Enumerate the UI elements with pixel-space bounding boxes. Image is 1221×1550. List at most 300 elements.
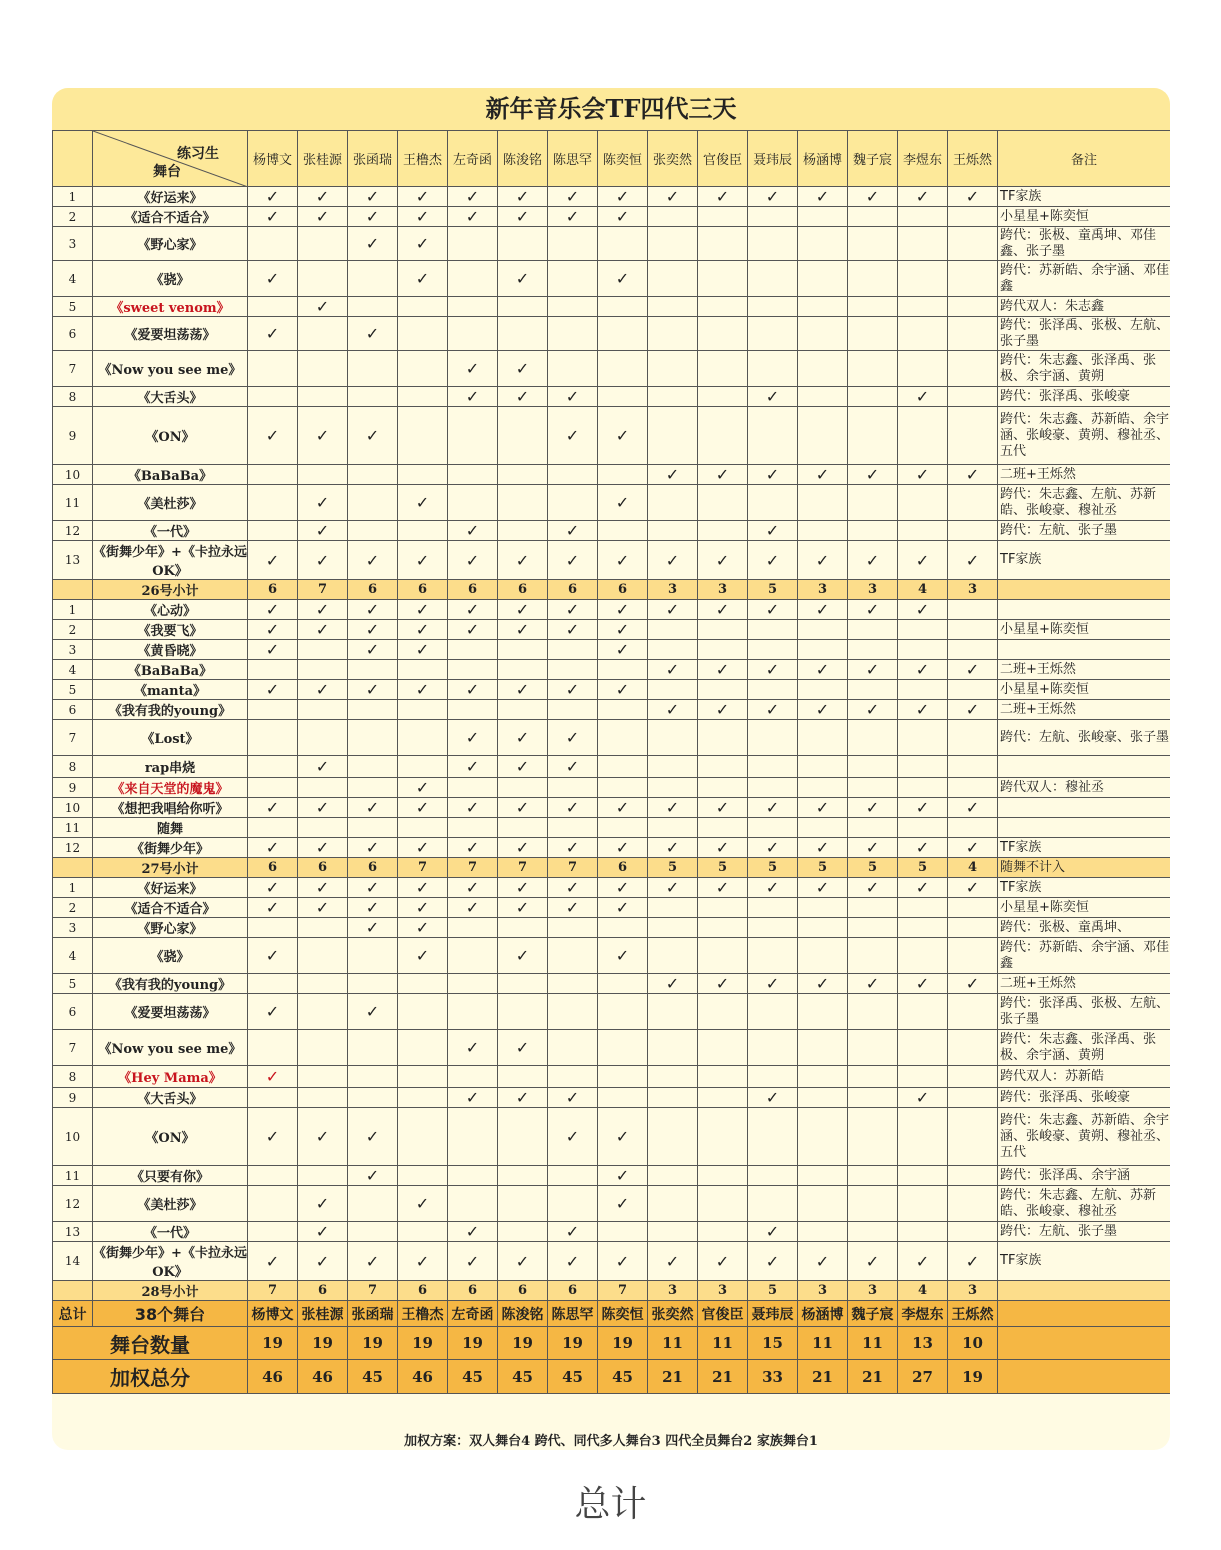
check-cell xyxy=(848,1066,898,1088)
row-number: 12 xyxy=(53,838,93,858)
check-mark-icon: ✓ xyxy=(315,680,330,699)
check-mark-icon: ✓ xyxy=(515,620,530,639)
check-cell xyxy=(698,1108,748,1166)
weighted-score-value: 46 xyxy=(248,1360,298,1394)
check-cell xyxy=(548,878,598,898)
row-number: 14 xyxy=(53,1242,93,1281)
check-mark-icon: ✓ xyxy=(265,798,280,817)
check-cell xyxy=(498,818,548,838)
check-cell xyxy=(648,351,698,387)
check-cell xyxy=(598,465,648,485)
check-cell xyxy=(898,261,948,297)
totals-trainee-name: 官俊臣 xyxy=(698,1301,748,1327)
check-mark-icon: ✓ xyxy=(965,1251,980,1271)
stage-row xyxy=(53,485,1171,521)
check-cell xyxy=(448,778,498,798)
totals-trainee-name: 杨涵博 xyxy=(798,1301,848,1327)
check-cell xyxy=(898,878,948,898)
check-cell xyxy=(898,1030,948,1066)
check-mark-icon: ✓ xyxy=(715,1251,730,1271)
check-cell xyxy=(598,1066,648,1088)
check-cell xyxy=(748,407,798,465)
check-mark-icon: ✓ xyxy=(615,1127,630,1146)
check-cell xyxy=(748,227,798,261)
check-cell xyxy=(248,297,298,317)
check-cell xyxy=(848,700,898,720)
subtotal-value: 6 xyxy=(498,580,548,600)
check-cell xyxy=(948,818,998,838)
check-cell xyxy=(648,297,698,317)
check-cell xyxy=(448,351,498,387)
check-cell xyxy=(348,1186,398,1222)
check-cell xyxy=(698,778,748,798)
check-mark-icon: ✓ xyxy=(515,1088,530,1107)
check-cell xyxy=(898,620,948,640)
weighted-score-label: 加权总分 xyxy=(53,1360,248,1394)
stage-row xyxy=(53,680,1171,700)
check-cell xyxy=(898,1242,948,1281)
check-mark-icon: ✓ xyxy=(365,918,380,937)
stage-name: 《野心家》 xyxy=(93,918,248,938)
stage-note: 跨代：朱志鑫、苏新皓、余宇涵、张峻豪、黄朔、穆祉丞、五代 xyxy=(998,1108,1171,1166)
check-mark-icon: ✓ xyxy=(865,1251,880,1271)
check-mark-icon: ✓ xyxy=(615,680,630,699)
header-diagonal-cell xyxy=(93,131,248,187)
check-mark-icon: ✓ xyxy=(665,700,680,719)
check-cell xyxy=(448,798,498,818)
check-cell xyxy=(598,1222,648,1242)
check-mark-icon: ✓ xyxy=(415,550,430,570)
check-cell xyxy=(398,974,448,994)
check-cell xyxy=(548,1242,598,1281)
check-mark-icon: ✓ xyxy=(915,1251,930,1271)
check-cell xyxy=(648,387,698,407)
trainee-header: 张奕然 xyxy=(648,131,698,187)
check-mark-icon: ✓ xyxy=(315,1194,330,1213)
check-cell xyxy=(448,620,498,640)
check-cell xyxy=(698,1186,748,1222)
check-cell xyxy=(648,700,698,720)
check-mark-icon: ✓ xyxy=(765,600,780,619)
check-cell xyxy=(848,994,898,1030)
row-number: 3 xyxy=(53,918,93,938)
check-cell xyxy=(898,700,948,720)
check-cell xyxy=(798,720,848,756)
check-cell xyxy=(448,1186,498,1222)
check-mark-icon: ✓ xyxy=(915,465,930,484)
check-cell xyxy=(798,756,848,778)
check-cell xyxy=(248,541,298,580)
stage-note: 跨代：张极、童禹坤、 xyxy=(998,918,1171,938)
check-cell xyxy=(748,720,798,756)
stage-name: 《适合不适合》 xyxy=(93,898,248,918)
check-cell xyxy=(248,878,298,898)
check-cell xyxy=(248,1186,298,1222)
check-cell xyxy=(248,994,298,1030)
check-cell xyxy=(848,521,898,541)
check-cell xyxy=(748,1108,798,1166)
check-cell xyxy=(548,407,598,465)
check-cell xyxy=(648,778,698,798)
check-cell xyxy=(698,261,748,297)
totals-label: 总计 xyxy=(53,1301,93,1327)
check-cell xyxy=(348,227,398,261)
check-cell xyxy=(348,261,398,297)
check-cell xyxy=(498,1108,548,1166)
check-mark-icon: ✓ xyxy=(515,1251,530,1271)
check-cell xyxy=(798,1222,848,1242)
check-mark-icon: ✓ xyxy=(415,680,430,699)
check-mark-icon: ✓ xyxy=(415,207,430,226)
check-cell xyxy=(348,838,398,858)
stage-row xyxy=(53,878,1171,898)
check-cell xyxy=(498,485,548,521)
check-cell xyxy=(748,620,798,640)
subtotal-value: 3 xyxy=(948,580,998,600)
check-mark-icon: ✓ xyxy=(665,798,680,817)
check-mark-icon: ✓ xyxy=(415,620,430,639)
check-mark-icon: ✓ xyxy=(365,1002,380,1021)
stage-count-row xyxy=(53,1327,1171,1360)
stage-note: 跨代：左航、张子墨 xyxy=(998,521,1171,541)
check-cell xyxy=(948,1242,998,1281)
check-cell xyxy=(848,1030,898,1066)
check-cell xyxy=(398,227,448,261)
stage-count-value: 19 xyxy=(248,1327,298,1360)
check-cell xyxy=(348,818,398,838)
check-cell xyxy=(648,407,698,465)
check-mark-icon: ✓ xyxy=(265,1002,280,1021)
check-cell xyxy=(898,974,948,994)
check-mark-icon: ✓ xyxy=(665,660,680,679)
check-mark-icon: ✓ xyxy=(365,600,380,619)
check-mark-icon: ✓ xyxy=(615,640,630,659)
check-cell xyxy=(698,1242,748,1281)
check-mark-icon: ✓ xyxy=(765,974,780,993)
check-cell xyxy=(748,1088,798,1108)
check-cell xyxy=(298,756,348,778)
check-mark-icon: ✓ xyxy=(465,1088,480,1107)
check-cell xyxy=(798,918,848,938)
check-cell xyxy=(848,600,898,620)
check-cell xyxy=(598,720,648,756)
check-cell xyxy=(448,756,498,778)
check-mark-icon: ✓ xyxy=(465,521,480,540)
check-cell xyxy=(898,918,948,938)
row-number: 13 xyxy=(53,541,93,580)
check-cell xyxy=(348,898,398,918)
stage-name: 《Lost》 xyxy=(93,720,248,756)
check-cell xyxy=(948,974,998,994)
check-cell xyxy=(398,521,448,541)
check-cell xyxy=(798,227,848,261)
check-cell xyxy=(298,317,348,351)
check-cell xyxy=(898,1186,948,1222)
stage-name: 《美杜莎》 xyxy=(93,1186,248,1222)
stage-count-value: 19 xyxy=(398,1327,448,1360)
check-mark-icon: ✓ xyxy=(715,838,730,857)
check-cell xyxy=(448,994,498,1030)
check-mark-icon: ✓ xyxy=(315,493,330,512)
check-cell xyxy=(748,918,798,938)
check-cell xyxy=(898,778,948,798)
check-cell xyxy=(948,1066,998,1088)
stage-count-value: 13 xyxy=(898,1327,948,1360)
check-cell xyxy=(498,994,548,1030)
stage-name: 《想把我唱给你听》 xyxy=(93,798,248,818)
check-cell xyxy=(498,317,548,351)
check-cell xyxy=(748,778,798,798)
check-cell xyxy=(798,297,848,317)
stage-row xyxy=(53,1108,1171,1166)
check-mark-icon: ✓ xyxy=(615,838,630,857)
check-mark-icon: ✓ xyxy=(615,798,630,817)
subtotal-value: 6 xyxy=(548,580,598,600)
check-mark-icon: ✓ xyxy=(515,387,530,406)
check-cell xyxy=(748,317,798,351)
totals-trainee-name: 张桂源 xyxy=(298,1301,348,1327)
check-cell xyxy=(448,297,498,317)
check-mark-icon: ✓ xyxy=(465,878,480,897)
check-cell xyxy=(448,187,498,207)
check-cell xyxy=(598,680,648,700)
stage-row xyxy=(53,818,1171,838)
check-cell xyxy=(898,898,948,918)
check-mark-icon: ✓ xyxy=(565,1251,580,1271)
row-number: 10 xyxy=(53,465,93,485)
check-mark-icon: ✓ xyxy=(965,465,980,484)
check-cell xyxy=(548,798,598,818)
check-mark-icon: ✓ xyxy=(265,600,280,619)
check-cell xyxy=(248,898,298,918)
subtotal-value: 4 xyxy=(898,1281,948,1301)
check-cell xyxy=(748,1166,798,1186)
check-cell xyxy=(848,387,898,407)
check-cell xyxy=(398,1166,448,1186)
check-cell xyxy=(548,818,598,838)
check-cell xyxy=(348,660,398,680)
check-mark-icon: ✓ xyxy=(965,878,980,897)
check-cell xyxy=(598,407,648,465)
check-cell xyxy=(948,918,998,938)
check-cell xyxy=(898,1222,948,1242)
stage-count-value: 11 xyxy=(848,1327,898,1360)
subtotal-label: 26号小计 xyxy=(93,580,248,600)
check-cell xyxy=(298,818,348,838)
weighted-score-value: 21 xyxy=(698,1360,748,1394)
check-mark-icon: ✓ xyxy=(815,1251,830,1271)
check-cell xyxy=(898,407,948,465)
check-cell xyxy=(548,640,598,660)
check-cell xyxy=(898,187,948,207)
check-cell xyxy=(648,1088,698,1108)
check-mark-icon: ✓ xyxy=(765,465,780,484)
check-mark-icon: ✓ xyxy=(765,1222,780,1241)
stage-note: TF家族 xyxy=(998,187,1171,207)
check-cell xyxy=(948,407,998,465)
check-mark-icon: ✓ xyxy=(365,234,380,253)
check-mark-icon: ✓ xyxy=(315,798,330,817)
stage-name: 《骁》 xyxy=(93,938,248,974)
subtotal-value: 6 xyxy=(598,858,648,878)
stage-row xyxy=(53,756,1171,778)
stage-note: 跨代：张泽禹、张峻豪 xyxy=(998,1088,1171,1108)
check-cell xyxy=(248,640,298,660)
check-cell xyxy=(548,351,598,387)
check-mark-icon: ✓ xyxy=(815,974,830,993)
check-cell xyxy=(348,1088,398,1108)
stage-count-value: 10 xyxy=(948,1327,998,1360)
check-cell xyxy=(648,600,698,620)
trainee-header: 陈思罕 xyxy=(548,131,598,187)
check-cell xyxy=(348,387,398,407)
check-cell xyxy=(698,660,748,680)
row-number: 5 xyxy=(53,297,93,317)
check-cell xyxy=(948,207,998,227)
check-cell xyxy=(448,838,498,858)
check-cell xyxy=(248,261,298,297)
stage-note xyxy=(998,756,1171,778)
check-mark-icon: ✓ xyxy=(415,1251,430,1271)
check-cell xyxy=(598,387,648,407)
check-cell xyxy=(498,387,548,407)
check-cell xyxy=(398,485,448,521)
check-cell xyxy=(348,351,398,387)
check-cell xyxy=(498,1030,548,1066)
check-cell xyxy=(498,227,548,261)
stage-name: 《好运来》 xyxy=(93,187,248,207)
row-number: 8 xyxy=(53,1066,93,1088)
check-cell xyxy=(748,261,798,297)
check-cell xyxy=(548,756,598,778)
check-mark-icon: ✓ xyxy=(365,640,380,659)
check-mark-icon: ✓ xyxy=(815,600,830,619)
check-cell xyxy=(748,700,798,720)
subtotal-value: 3 xyxy=(698,1281,748,1301)
check-cell xyxy=(598,1166,648,1186)
check-cell xyxy=(748,680,798,700)
weighted-score-value: 19 xyxy=(948,1360,998,1394)
check-cell xyxy=(848,660,898,680)
check-cell xyxy=(798,778,848,798)
check-cell xyxy=(598,1242,648,1281)
stage-name: 《我有我的young》 xyxy=(93,700,248,720)
check-cell xyxy=(648,521,698,541)
check-mark-icon: ✓ xyxy=(965,838,980,857)
check-mark-icon: ✓ xyxy=(715,600,730,619)
sheet-title: 新年音乐会TF四代三天 xyxy=(52,88,1170,131)
check-cell xyxy=(398,407,448,465)
check-cell xyxy=(348,485,398,521)
check-cell xyxy=(548,387,598,407)
subtotal-label: 27号小计 xyxy=(93,858,248,878)
check-cell xyxy=(298,1030,348,1066)
check-cell xyxy=(448,1066,498,1088)
check-cell xyxy=(448,1030,498,1066)
check-mark-icon: ✓ xyxy=(865,878,880,897)
check-cell xyxy=(698,541,748,580)
stage-row xyxy=(53,317,1171,351)
check-cell xyxy=(348,541,398,580)
check-cell xyxy=(898,387,948,407)
check-cell xyxy=(848,1242,898,1281)
check-cell xyxy=(798,1186,848,1222)
check-mark-icon: ✓ xyxy=(465,207,480,226)
check-cell xyxy=(948,1030,998,1066)
check-cell xyxy=(498,778,548,798)
check-cell xyxy=(698,407,748,465)
stage-name: 《爱要坦荡荡》 xyxy=(93,994,248,1030)
check-cell xyxy=(848,640,898,660)
check-mark-icon: ✓ xyxy=(515,1038,530,1057)
check-cell xyxy=(648,918,698,938)
row-number: 9 xyxy=(53,407,93,465)
check-mark-icon: ✓ xyxy=(665,974,680,993)
check-cell xyxy=(898,600,948,620)
check-cell xyxy=(448,1166,498,1186)
check-cell xyxy=(298,1242,348,1281)
check-mark-icon: ✓ xyxy=(665,187,680,206)
check-cell xyxy=(348,994,398,1030)
check-cell xyxy=(498,297,548,317)
check-cell xyxy=(748,974,798,994)
check-cell xyxy=(848,261,898,297)
check-cell xyxy=(448,207,498,227)
check-cell xyxy=(248,1108,298,1166)
row-number: 8 xyxy=(53,756,93,778)
check-mark-icon: ✓ xyxy=(565,728,580,747)
check-cell xyxy=(498,407,548,465)
subtotal-note xyxy=(998,1281,1171,1301)
check-mark-icon: ✓ xyxy=(615,600,630,619)
check-cell xyxy=(648,620,698,640)
check-cell xyxy=(698,818,748,838)
stage-note: 跨代双人：穆祉丞 xyxy=(998,778,1171,798)
check-cell xyxy=(298,1222,348,1242)
stage-name: 《Now you see me》 xyxy=(93,1030,248,1066)
check-mark-icon: ✓ xyxy=(965,798,980,817)
stage-row xyxy=(53,465,1171,485)
check-cell xyxy=(748,541,798,580)
stage-name: 《Now you see me》 xyxy=(93,351,248,387)
trainee-header: 官俊臣 xyxy=(698,131,748,187)
check-mark-icon: ✓ xyxy=(315,878,330,897)
check-mark-icon: ✓ xyxy=(565,550,580,570)
check-cell xyxy=(298,600,348,620)
check-cell xyxy=(298,297,348,317)
weighted-score-value: 27 xyxy=(898,1360,948,1394)
check-cell xyxy=(498,1186,548,1222)
check-cell xyxy=(898,1088,948,1108)
check-cell xyxy=(698,720,748,756)
check-cell xyxy=(798,1108,848,1166)
check-cell xyxy=(598,317,648,351)
stage-name: 《ON》 xyxy=(93,407,248,465)
check-cell xyxy=(398,1066,448,1088)
check-cell xyxy=(948,640,998,660)
check-cell xyxy=(798,878,848,898)
check-cell xyxy=(448,1242,498,1281)
stage-name: 《sweet venom》 xyxy=(93,297,248,317)
check-cell xyxy=(548,521,598,541)
row-number: 6 xyxy=(53,700,93,720)
totals-trainee-name: 李煜东 xyxy=(898,1301,948,1327)
check-cell xyxy=(698,798,748,818)
check-cell xyxy=(248,485,298,521)
check-cell xyxy=(398,1088,448,1108)
weighted-score-row xyxy=(53,1360,1171,1394)
check-mark-icon: ✓ xyxy=(765,798,780,817)
